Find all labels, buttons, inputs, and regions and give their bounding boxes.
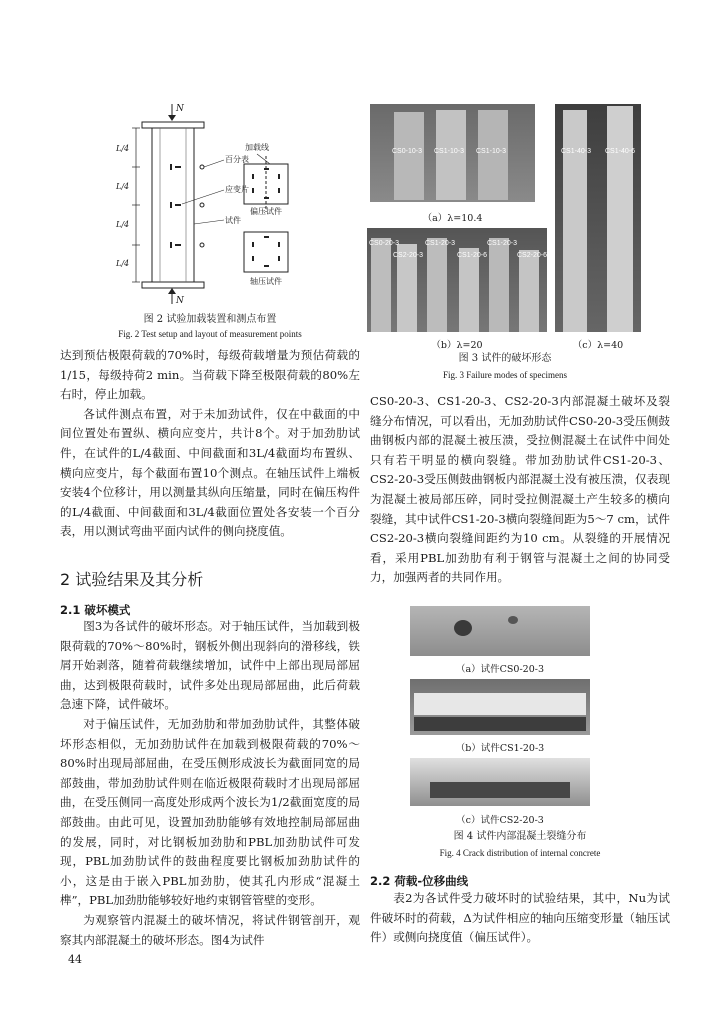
fig2-diagram: [112, 104, 312, 312]
fig4-sub-a: （a）试件CS0-20-3: [455, 664, 545, 675]
fig2-label-axial: 轴压试件: [250, 277, 282, 286]
fig4-caption-cn: 图 4 试件内部混凝土裂缝分布: [453, 831, 587, 842]
fig3-photo-a: [370, 104, 535, 202]
fig2-label-dial: 百分表: [225, 155, 249, 164]
left-column-top: [60, 346, 360, 542]
fig2-seg-4: L/4: [116, 259, 130, 268]
right-column-top: [370, 392, 670, 588]
left-para-2: 各试件测点布置，对于未加劲试件，仅在中截面的中间位置处布置纵、横向应变片，共计8个。对于加劲肋试件，在试件的L/4截面、中间截面和3L/4截面均布置纵、横向应变片，每个截面布置10个测点。在轴压试件上端板安装4个位移计，用以测量其纵向压缩量，同时在偏压构件的L/4截面、中间截面和3L/4截面位置处各安装一个百分表，用以测试弯曲平面内试件的侧向挠度值。: [60, 406, 360, 539]
fig2-caption-cn: 图 2 试验加载装置和测点布置: [143, 314, 277, 325]
right-para-1: CS0-20-3、CS1-20-3、CS2-20-3内部混凝土破坏及裂缝分布情况，可以看出，无加劲肋试件CS0-20-3受压侧鼓曲钢板内部的混凝土被压溃，受拉侧混凝土在试件中间处只有若干明显的横向裂缝。带加劲肋试件CS1-20-3、CS2-20-3受压侧鼓曲钢板内部混凝土没有被压溃，仅表现为混凝土被局部压碎，同时受拉侧混凝土产生较多的横向裂缝，其中试件CS1-20-3横向裂缝间距为5～7 cm，试件CS2-20-3横向裂缝间距约为10 cm。从裂缝的开展情况看，采用PBL加劲肋有利于钢管与混凝土之间的协同受力，加强两者的共同作用。: [370, 394, 670, 585]
right-column-bottom: [370, 889, 670, 948]
left-para-5: 为观察管内混凝土的破坏情况，将试件钢管剖开，观察其内部混凝土的破坏形态。图4为试件: [60, 912, 360, 947]
fig2-n-bottom: N: [176, 296, 184, 306]
fig4-sub-b: （b）试件CS1-20-3: [455, 743, 545, 754]
fig4-photo-c: [410, 758, 590, 806]
fig3-sub-c: （c）λ=40: [572, 340, 624, 351]
fig2-seg-3: L/4: [116, 220, 130, 229]
fig3-c-label-2: CS1-40-6: [605, 148, 635, 155]
left-para-1: 达到预估极限荷载的70%时，每级荷载增量为预估荷载的1/15，每级持荷2 min。当荷载下降至极限荷载的80%左右时，停止加载。: [60, 348, 360, 402]
fig3-c-label-1: CS1-40-3: [561, 148, 591, 155]
section-heading-2: 2 试验结果及其分析: [60, 570, 204, 589]
fig3-sub-b: （b）λ=20: [431, 340, 483, 351]
fig3-photo-b: [367, 228, 547, 332]
fig3-b-label-6: CS2-20-6: [517, 252, 547, 259]
fig2-label-specimen: 试件: [225, 216, 241, 225]
fig3-b-label-2: CS2-20-3: [393, 252, 423, 259]
fig4-caption-en: Fig. 4 Crack distribution of internal concrete: [439, 848, 601, 858]
setup-drawing: [112, 104, 312, 312]
fig4-photo-b: [410, 679, 590, 735]
fig2-seg-2: L/4: [116, 182, 130, 191]
fig3-caption-cn: 图 3 试件的破坏形态: [458, 353, 552, 364]
page-number: 44: [68, 953, 82, 966]
fig3-a-label-2: CS1-10-3: [434, 148, 464, 155]
left-para-3: 图3为各试件的破坏形态。对于轴压试件，当加载到极限荷载的70%～80%时，钢板外侧出现斜向的滑移线，铁屑开始剥落，随着荷载继续增加，试件中上部出现局部屈曲，达到极限荷载时，试件多处出现局部屈曲，此后荷载急速下降，试件破坏。: [60, 619, 360, 712]
fig3-photo-c: [555, 104, 641, 332]
subsection-heading-2-1: 2.1 破坏模式: [60, 603, 131, 617]
fig2-n-top: N: [176, 104, 184, 114]
subsection-heading-2-2: 2.2 荷载-位移曲线: [370, 874, 469, 888]
fig3-sub-a: （a）λ=10.4: [422, 213, 483, 224]
fig3-a-label-3: CS1-10-3: [476, 148, 506, 155]
fig3-b-label-4: CS1-20-6: [457, 252, 487, 259]
fig4-photo-a: [410, 606, 590, 656]
left-para-4: 对于偏压试件，无加劲肋和带加劲肋试件，其整体破坏形态相似，无加劲肋试件在加载到极限荷载的70%～80%时出现局部屈曲，在受压侧形成波长为截面同宽的局部鼓曲，带加劲肋试件则在临近极限荷载时才出现局部屈曲，在受压侧同一高度处形成两个波长为1/2截面宽度的局部鼓曲。由此可见，设置加劲肋能够有效地控制局部屈曲的发展，同时，对比钢板加劲肋和PBL加劲肋试件可发现，PBL加劲肋试件的鼓曲程度要比钢板加劲肋试件的小，这是由于嵌入PBL加劲肋，使其孔内形成“混凝土榫”，PBL加劲肋能够较好地约束钢管管壁的变形。: [60, 716, 360, 908]
fig2-label-strain: 应变片: [225, 185, 249, 194]
fig2-caption-en: Fig. 2 Test setup and layout of measurement points: [118, 329, 302, 339]
fig3-caption-en: Fig. 3 Failure modes of specimens: [443, 370, 567, 380]
fig3-a-label-1: CS0-10-3: [392, 148, 422, 155]
fig4-sub-c: （c）试件CS2-20-3: [456, 815, 544, 826]
fig2-label-eccentric: 偏压试件: [250, 207, 282, 216]
left-column-bottom: [60, 617, 360, 950]
fig3-b-label-3: CS1-20-3: [425, 240, 455, 247]
fig2-label-load-line: 加载线: [245, 143, 269, 152]
right-para-2: 表2为各试件受力破坏时的试验结果，其中，Nu为试件破坏时的荷载，Δ为试件相应的轴向压缩变形量（轴压试件）或侧向挠度值（偏压试件）。: [370, 891, 670, 945]
fig2-seg-1: L/4: [116, 144, 130, 153]
fig3-b-label-5: CS1-20-3: [487, 240, 517, 247]
fig3-b-label-1: CS0-20-3: [369, 240, 399, 247]
